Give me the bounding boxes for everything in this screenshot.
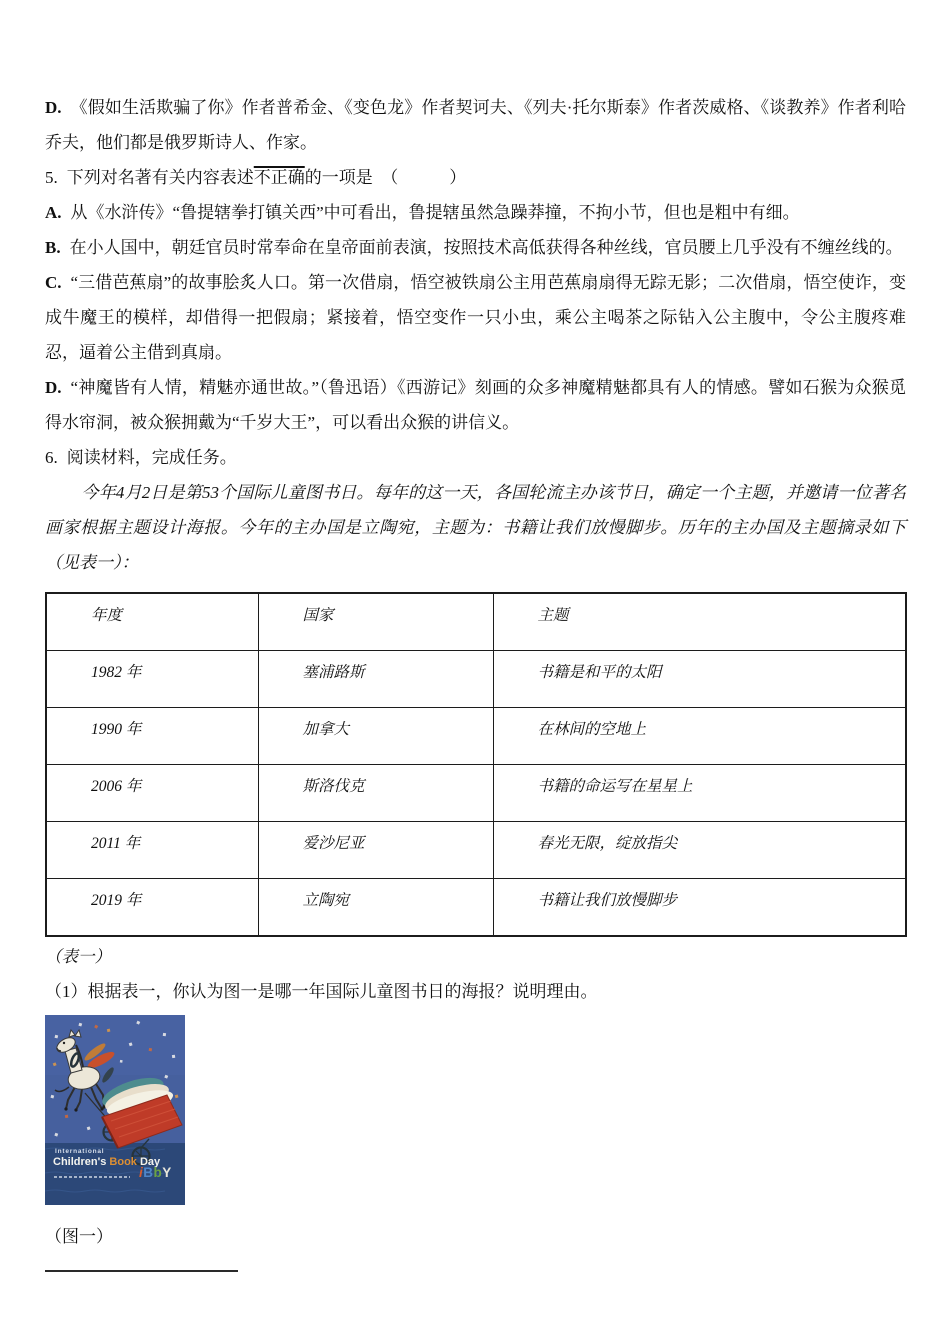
table-row (46, 708, 906, 765)
question-5-option-c (45, 265, 906, 370)
option-label: D. (45, 378, 62, 397)
question-number: 5. (45, 168, 58, 187)
question-5-option-d (45, 370, 906, 440)
option-text: “三借芭蕉扇”的故事脍炙人口。第一次借扇，悟空被铁扇公主用芭蕉扇扇得无踪无影；二次借扇，悟空使诈，变成牛魔王的模样，却借得一把假扇；紧接着，悟空变作一只小虫，乘公主喝茶之际钻入公主腹中，令公主腹疼难忍，逼着公主借到真扇。 (45, 273, 906, 362)
table-caption: （表一） (45, 947, 111, 966)
cell-year: 2019 年 (46, 879, 258, 937)
poster-title-word2: Book (109, 1156, 137, 1168)
ibby-letter-i: i (139, 1165, 144, 1180)
option-label: C. (45, 273, 62, 292)
stem-prefix: 下列对名著有关内容表述 (66, 168, 254, 187)
table-header-row (46, 593, 906, 651)
option-text: 《假如生活欺骗了你》作者普希金、《变色龙》作者契诃夫、《列夫·托尔斯泰》作者茨威格、《谈教养》作者利哈乔夫，他们都是俄罗斯诗人、作家。 (45, 98, 906, 152)
figure-poster-childrens-book-day (45, 1015, 185, 1205)
cell-theme: 书籍的命运写在星星上 (493, 765, 906, 822)
cell-year: 2011 年 (46, 822, 258, 879)
table-row (46, 879, 906, 937)
poster-smallprint-line (54, 1176, 130, 1178)
poster-title-word1: Children's (53, 1156, 107, 1168)
cell-theme: 书籍让我们放慢脚步 (493, 879, 906, 937)
cell-country: 斯洛伐克 (258, 765, 493, 822)
cell-theme: 在林间的空地上 (493, 708, 906, 765)
cell-year: 2006 年 (46, 765, 258, 822)
table-row (46, 765, 906, 822)
question-5-option-b (45, 230, 906, 265)
question-5-stem (45, 160, 906, 195)
cell-country: 立陶宛 (258, 879, 493, 937)
header-country: 国家 (258, 593, 493, 651)
cell-theme: 春光无限，绽放指尖 (493, 822, 906, 879)
option-label: D. (45, 98, 62, 117)
option-label: B. (45, 238, 61, 257)
option-text: 在小人国中，朝廷官员时常奉命在皇帝面前表演，按照技术高低获得各种丝线，官员腰上几乎没有不缠丝线的。 (69, 238, 903, 257)
question-6-stem (45, 440, 906, 475)
header-year: 年度 (46, 593, 258, 651)
cell-theme: 书籍是和平的太阳 (493, 651, 906, 708)
stem-text: 阅读材料，完成任务。 (66, 448, 237, 467)
cell-country: 塞浦路斯 (258, 651, 493, 708)
question-number: 6. (45, 448, 58, 467)
option-text: 从《水浒传》“鲁提辖拳打镇关西”中可看出，鲁提辖虽然急躁莽撞，不拘小节，但也是粗中有细。 (70, 203, 800, 222)
cell-year: 1982 年 (46, 651, 258, 708)
ibby-letter-Y: Y (162, 1165, 172, 1180)
ibby-letter-b: b (153, 1165, 163, 1180)
cell-year: 1990 年 (46, 708, 258, 765)
question-5-option-a (45, 195, 906, 230)
option-label: A. (45, 203, 62, 222)
book-day-table (45, 592, 907, 937)
table-row (46, 822, 906, 879)
header-theme: 主题 (493, 593, 906, 651)
ibby-logo (139, 1165, 172, 1180)
option-text: “神魔皆有人情，精魅亦通世故。”（鲁迅语）《西游记》刻画的众多神魔精魅都具有人的情感。譬如石猴为众猴觅得水帘洞，被众猴拥戴为“千岁大王”，可以看出众猴的讲信义。 (45, 378, 906, 432)
ibby-letter-B: B (143, 1165, 154, 1180)
footnote-separator (45, 1270, 238, 1272)
cell-country: 爱沙尼亚 (258, 822, 493, 879)
poster-title-word3: Day (139, 1156, 161, 1168)
table-row (46, 651, 906, 708)
question-6-material: 今年4月2日是第53个国际儿童图书日。每年的这一天，各国轮流主办该节日，确定一个主题，并邀请一位著名画家根据主题设计海报。今年的主办国是立陶宛，主题为：书籍让我们放慢脚步。历年的主办国及主题摘录如下（见表一）： (45, 483, 906, 572)
figure-caption: （图一） (45, 1227, 113, 1246)
stem-suffix: 的一项是 （ ） (304, 168, 467, 187)
stem-emphasis-overline: 不正确 (253, 168, 305, 187)
sub-question-1: （1）根据表一，你认为图一是哪一年国际儿童图书日的海报？说明理由。 (45, 982, 598, 1001)
cell-country: 加拿大 (258, 708, 493, 765)
carryover-option-d (45, 90, 906, 160)
poster-kicker-text: International (55, 1148, 105, 1155)
